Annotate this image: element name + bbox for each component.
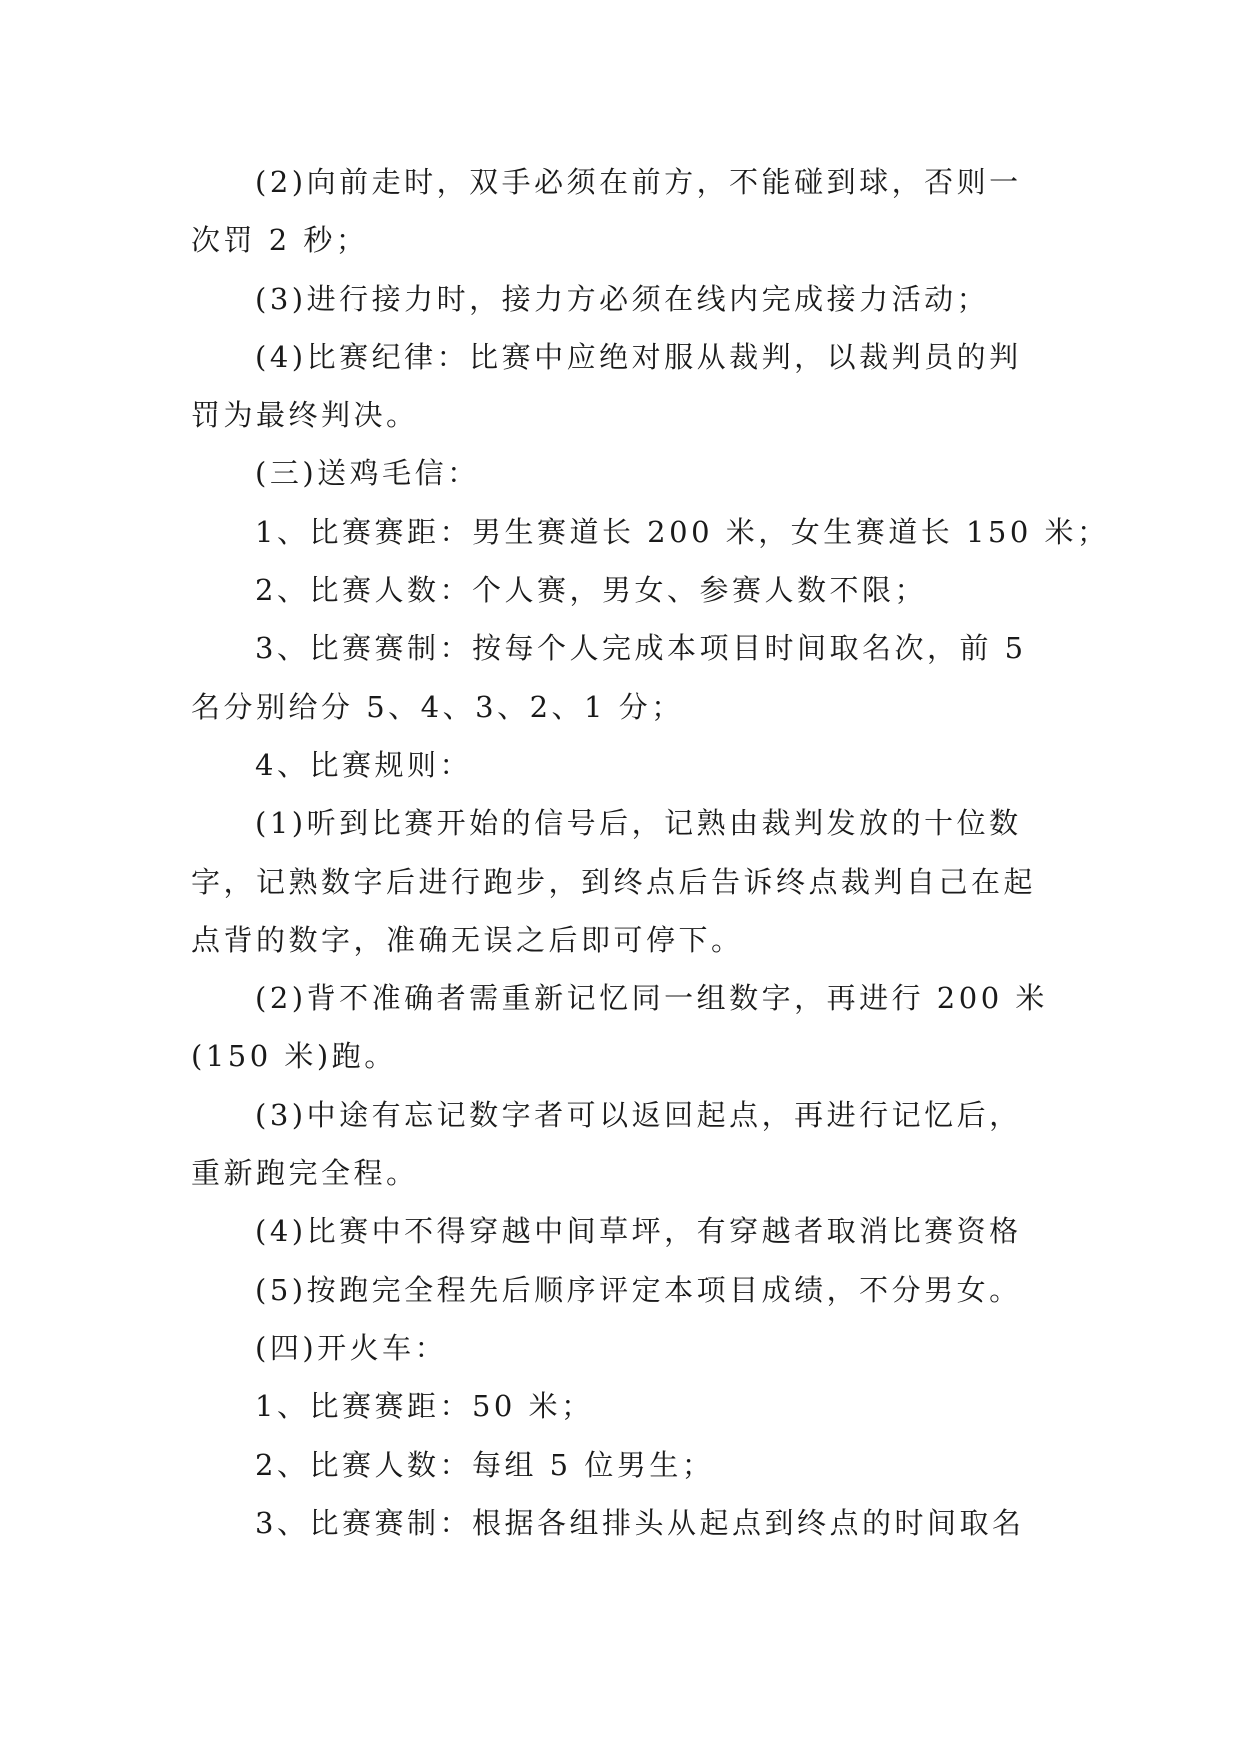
paragraph-line: 4、比赛规则： bbox=[255, 747, 472, 782]
paragraph-line: (5)按跑完全程先后顺序评定本项目成绩，不分男女。 bbox=[255, 1272, 1022, 1307]
document-body bbox=[191, 153, 1110, 1552]
section-heading: (四)开火车： bbox=[255, 1330, 448, 1365]
paragraph-line: 字，记熟数字后进行跑步，到终点后告诉终点裁判自己在起 bbox=[191, 864, 1037, 899]
paragraph-line: (2)背不准确者需重新记忆同一组数字，再进行 200 米 bbox=[255, 981, 1048, 1016]
paragraph-line: (2)向前走时，双手必须在前方，不能碰到球，否则一 bbox=[255, 165, 1022, 199]
paragraph-line: 名分别给分 5、4、3、2、1 分； bbox=[191, 689, 684, 724]
paragraph-line: (4)比赛中不得穿越中间草坪，有穿越者取消比赛资格 bbox=[255, 1214, 1022, 1249]
paragraph-line: 3、比赛赛制：根据各组排头从起点到终点的时间取名 bbox=[255, 1505, 1025, 1540]
section-heading: (三)送鸡毛信： bbox=[255, 456, 480, 491]
paragraph-line: (4)比赛纪律：比赛中应绝对服从裁判，以裁判员的判 bbox=[255, 339, 1022, 374]
paragraph-line: 点背的数字，准确无误之后即可停下。 bbox=[191, 922, 744, 957]
paragraph-line: 2、比赛人数：每组 5 位男生； bbox=[255, 1447, 715, 1482]
paragraph-line: 重新跑完全程。 bbox=[191, 1156, 419, 1191]
paragraph-line: (150 米)跑。 bbox=[191, 1039, 397, 1074]
paragraph-line: (3)中途有忘记数字者可以返回起点，再进行记忆后， bbox=[255, 1097, 1022, 1132]
paragraph-line: 2、比赛人数：个人赛，男女、参赛人数不限； bbox=[255, 573, 927, 608]
paragraph-line: 罚为最终判决。 bbox=[191, 398, 419, 433]
paragraph-line: 1、比赛赛距：50 米； bbox=[255, 1389, 594, 1424]
paragraph-line: 3、比赛赛制：按每个人完成本项目时间取名次，前 5 bbox=[255, 631, 1027, 666]
paragraph-line: (1)听到比赛开始的信号后，记熟由裁判发放的十位数 bbox=[255, 806, 1022, 841]
paragraph-line: 1、比赛赛距：男生赛道长 200 米，女生赛道长 150 米； bbox=[255, 514, 1110, 549]
paragraph-line: 次罚 2 秒； bbox=[191, 223, 369, 258]
paragraph-line: (3)进行接力时，接力方必须在线内完成接力活动； bbox=[255, 281, 990, 316]
